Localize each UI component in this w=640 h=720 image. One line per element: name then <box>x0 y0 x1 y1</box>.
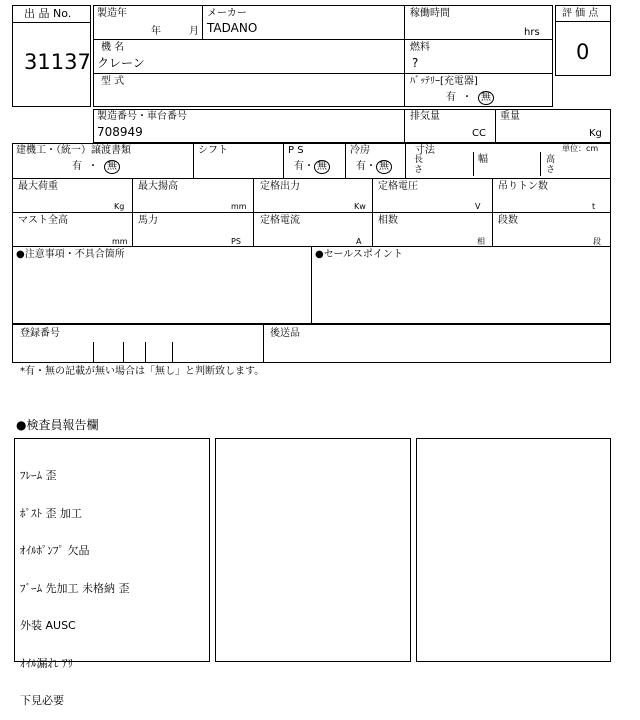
transfer-no: 無 <box>104 160 120 174</box>
ps-options: 有・ 無 <box>294 160 330 174</box>
battery-yes: 有 <box>446 92 456 103</box>
cooling-no: 無 <box>376 160 392 174</box>
fuel-label: 燃料 <box>410 42 430 53</box>
dimension-length: 長 さ <box>414 155 424 175</box>
model-name-value: クレーン <box>97 56 145 70</box>
transfer-docs-options: 有 ・ 無 <box>72 160 120 174</box>
rated-current-unit: A <box>356 237 362 246</box>
horsepower-unit: PS <box>231 237 241 246</box>
inspector-report-title: ●検査員報告欄 <box>16 418 99 432</box>
weight-unit: Kg <box>589 128 602 139</box>
footnote: *有・無の記載が無い場合は「無し」と判断致します。 <box>20 366 265 377</box>
rating-value: 0 <box>576 40 590 64</box>
inspector-report-lines <box>20 445 130 720</box>
serial-value: 708949 <box>97 125 143 139</box>
year-label: 製造年 <box>97 8 127 19</box>
weight-label: 重量 <box>500 111 520 122</box>
report-line: ｵｲﾙ漏れ ｱﾘ <box>20 656 73 670</box>
year-suffix: 年 <box>151 26 161 37</box>
rating-label: 評 価 点 <box>562 8 599 19</box>
sales-points-label: ●セールスポイント <box>315 249 403 260</box>
mast-height-label: マスト全高 <box>18 215 68 226</box>
lifting-tonnage-label: 吊りトン数 <box>498 181 548 192</box>
report-line: ﾎﾟｽﾄ 歪 加工 <box>20 506 82 520</box>
shipping-label: 後送品 <box>270 328 300 339</box>
rated-voltage-unit: V <box>475 202 481 211</box>
registration-label: 登録番号 <box>20 328 60 339</box>
stages-unit: 段 <box>593 237 601 246</box>
maker-value: TADANO <box>207 21 258 35</box>
spec-grid <box>12 143 611 247</box>
cooling-options: 有・ 無 <box>356 160 392 174</box>
report-line: 外装 AUSC <box>20 619 76 632</box>
fuel-value: ? <box>412 56 419 70</box>
max-lift-height-label: 最大揚高 <box>138 181 178 192</box>
maker-label: メーカー <box>207 8 247 19</box>
ps-label: P S <box>288 145 304 156</box>
transfer-docs-label: 建機工・（統一）譲渡書類 <box>16 145 131 156</box>
listing-number: 31137 <box>24 50 91 74</box>
horsepower-label: 馬力 <box>138 215 158 226</box>
report-line: 下見必要 <box>20 694 64 707</box>
cooling-yes: 有 <box>356 161 366 172</box>
report-line: ﾌﾚｰﾑ 歪 <box>20 469 57 482</box>
ps-yes: 有 <box>294 161 304 172</box>
max-load-unit: Kg <box>114 202 125 211</box>
dimension-height: 高 さ <box>546 155 556 175</box>
serial-label: 製造番号・車台番号 <box>97 111 187 122</box>
max-load-label: 最大荷重 <box>18 181 58 192</box>
ps-no: 無 <box>314 160 330 174</box>
dimensions-unit: 単位：cm <box>562 144 599 153</box>
hours-label: 稼働時間 <box>410 8 450 19</box>
displacement-label: 排気量 <box>410 111 440 122</box>
hours-unit: hrs <box>524 27 540 38</box>
stages-label: 段数 <box>498 215 518 226</box>
battery-options: 有 ・ 無 <box>446 91 494 105</box>
report-line: ﾌﾞｰﾑ 先加工 未格納 歪 <box>20 581 130 595</box>
inspector-report-box-2 <box>215 438 411 662</box>
battery-no: 無 <box>478 91 494 105</box>
rated-current-label: 定格電流 <box>260 215 300 226</box>
listing-number-label: 出 品 No. <box>24 7 72 20</box>
model-name-label: 機 名 <box>101 42 125 53</box>
rated-output-unit: Kw <box>354 202 366 211</box>
shift-label: シフト <box>198 145 228 156</box>
phases-unit: 相 <box>477 237 485 246</box>
rated-output-label: 定格出力 <box>260 181 300 192</box>
dimensions-label: 寸法 <box>415 145 435 156</box>
report-line: ｵｲﾙﾎﾟﾝﾌﾟ 欠品 <box>20 544 90 557</box>
notes-label: ●注意事項・不具合箇所 <box>16 249 125 260</box>
lifting-tonnage-unit: t <box>592 202 596 211</box>
model-type-label: 型 式 <box>101 76 125 87</box>
rated-voltage-label: 定格電圧 <box>378 181 418 192</box>
battery-label: ﾊﾞｯﾃﾘｰ[充電器] <box>410 76 478 87</box>
cooling-label: 冷房 <box>350 145 370 156</box>
max-lift-height-unit: mm <box>231 202 247 211</box>
month-suffix: 月 <box>189 26 199 37</box>
mast-height-unit: mm <box>112 237 128 246</box>
displacement-unit: CC <box>472 128 486 139</box>
inspector-report-box-3 <box>416 438 611 662</box>
transfer-yes: 有 <box>72 161 82 172</box>
registration-row <box>12 324 611 363</box>
dimension-width: 幅 <box>478 154 488 165</box>
phases-label: 相数 <box>378 215 398 226</box>
